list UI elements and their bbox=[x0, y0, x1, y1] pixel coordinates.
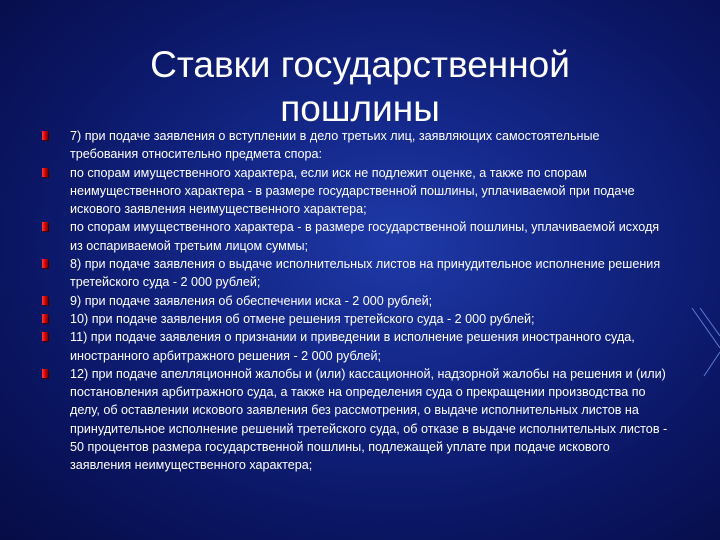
bullet-icon bbox=[42, 314, 48, 323]
bullet-icon bbox=[42, 222, 48, 231]
title-line-2: пошлины bbox=[280, 87, 440, 129]
list-item-text: 11) при подаче заявления о признании и приведении в исполнение решения иностранного суда, иностранного арбитражного решения - 2 000 рублей; bbox=[70, 330, 635, 363]
list-item bbox=[38, 164, 670, 219]
bullet-list bbox=[38, 127, 670, 475]
list-item bbox=[38, 328, 670, 365]
bullet-icon bbox=[42, 168, 48, 177]
list-item-text: 9) при подаче заявления об обеспечении иска - 2 000 рублей; bbox=[70, 293, 433, 308]
decorative-lines bbox=[690, 300, 720, 380]
list-item-text: по спорам имущественного характера, если иск не подлежит оценке, а также по спорам неимущественного характера - в размере государственной пошлины, уплачиваемой при подаче искового заявления неимущественного характера; bbox=[70, 165, 635, 217]
list-item-text: 7) при подаче заявления о вступлении в дело третьих лиц, заявляющих самостоятельные требования относительно предмета спора: bbox=[70, 129, 600, 162]
list-item-text: 12) при подаче апелляционной жалобы и (или) кассационной, надзорной жалобы на решения и (или) постановления арбитражного суда, а также на определения суда о прекращении производства по делу, об оставлении искового заявления без рассмотрения, о выдаче исполнительных листов на принудительное исполнение решений третейского суда, об отказе в выдаче исполнительных листов - 50 процентов размера государственной пошлины, подлежащей уплате при подаче искового заявления неимущественного характера; bbox=[70, 366, 668, 473]
slide-title bbox=[60, 43, 660, 131]
list-item bbox=[38, 255, 670, 292]
title-line-1: Ставки государственной bbox=[150, 43, 570, 85]
bullet-icon bbox=[42, 259, 48, 268]
list-item bbox=[38, 310, 670, 328]
list-item bbox=[38, 127, 670, 164]
list-item-text: по спорам имущественного характера - в размере государственной пошлины, уплачиваемой исходя из оспариваемой третьим лицом суммы; bbox=[70, 220, 660, 253]
list-item-text: 8) при подаче заявления о выдаче исполнительных листов на принудительное исполнение решения третейского суда - 2 000 рублей; bbox=[70, 257, 661, 290]
bullet-icon bbox=[42, 296, 48, 305]
list-item bbox=[38, 365, 670, 475]
bullet-icon bbox=[42, 369, 48, 378]
bullet-icon bbox=[42, 332, 48, 341]
list-item bbox=[38, 218, 670, 255]
bullet-icon bbox=[42, 131, 48, 140]
list-item-text: 10) при подаче заявления об отмене решения третейского суда - 2 000 рублей; bbox=[70, 311, 535, 326]
list-item bbox=[38, 292, 670, 310]
